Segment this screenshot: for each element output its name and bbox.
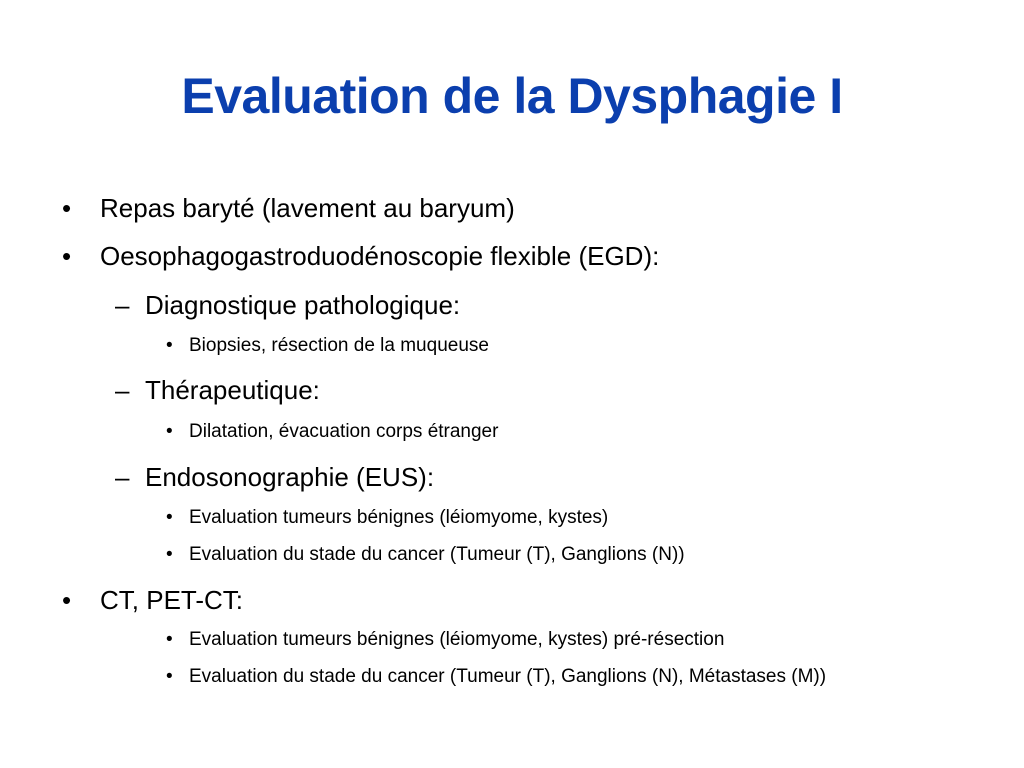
dash-marker: – — [115, 462, 130, 492]
bullet-marker: • — [166, 544, 173, 565]
sub-item-text: Diagnostique pathologique: — [145, 290, 461, 320]
sub-sub-item-text: Evaluation tumeurs bénignes (léiomyome, kystes) — [189, 507, 609, 528]
bullet-marker: • — [62, 585, 72, 615]
dash-marker: – — [115, 375, 130, 405]
bullet-text: CT, PET-CT: — [100, 585, 244, 615]
sub-sub-item-text: Biopsies, résection de la muqueuse — [189, 335, 489, 356]
bullet-marker: • — [166, 421, 173, 442]
sub-item-text: Thérapeutique: — [145, 375, 320, 405]
bullet-text: Repas baryté (lavement au baryum) — [100, 193, 515, 223]
slide-title: Evaluation de la Dysphagie I — [181, 68, 843, 124]
bullet-text: Oesophagogastroduodénoscopie flexible (EGD): — [100, 241, 660, 271]
bullet-marker: • — [166, 629, 173, 650]
sub-item-text: Endosonographie (EUS): — [145, 462, 435, 492]
bullet-marker: • — [166, 507, 173, 528]
bullet-marker: • — [166, 666, 173, 687]
dash-marker: – — [115, 290, 130, 320]
sub-sub-item-text: Evaluation tumeurs bénignes (léiomyome, kystes) pré-résection — [189, 629, 725, 650]
bullet-marker: • — [62, 241, 72, 271]
sub-sub-item-text: Evaluation du stade du cancer (Tumeur (T), Ganglions (N)) — [189, 544, 685, 565]
bullet-marker: • — [166, 335, 173, 356]
bullet-marker: • — [62, 193, 72, 223]
sub-sub-item-text: Dilatation, évacuation corps étranger — [189, 421, 499, 442]
sub-sub-item-text: Evaluation du stade du cancer (Tumeur (T), Ganglions (N), Métastases (M)) — [189, 666, 827, 687]
